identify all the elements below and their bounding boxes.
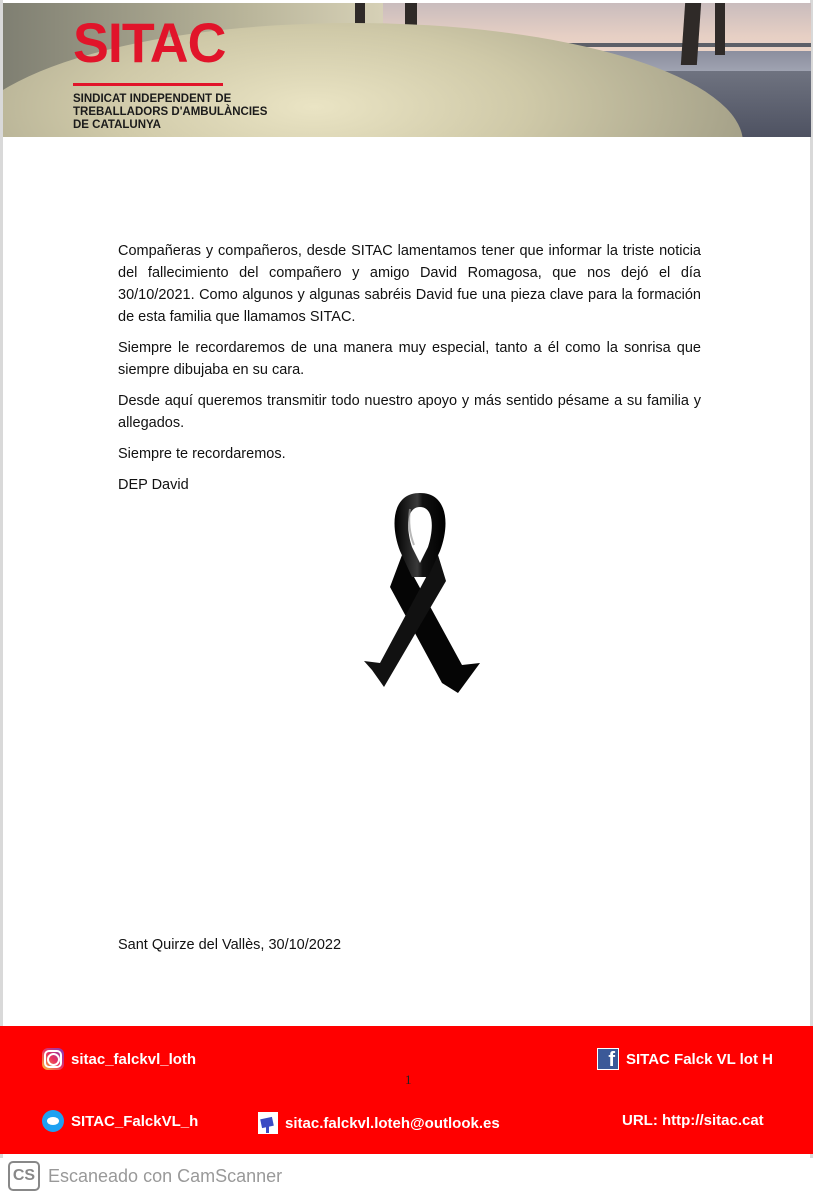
organization-name-line: SINDICAT INDEPENDENT DE	[73, 93, 232, 105]
twitter-handle: SITAC_FalckVL_h	[71, 1112, 199, 1130]
organization-name	[73, 93, 267, 132]
page-edge-left	[0, 0, 3, 1160]
facebook-page: SITAC Falck VL lot H	[626, 1050, 773, 1068]
page-number: 1	[405, 1072, 412, 1087]
letter-paragraph: Siempre te recordaremos.	[118, 446, 286, 462]
banner-palm-trunk	[715, 3, 725, 55]
twitter-contact[interactable]	[42, 1110, 198, 1132]
place-and-date: Sant Quirze del Vallès, 30/10/2022	[118, 937, 342, 953]
facebook-contact[interactable]	[597, 1048, 773, 1070]
letter-body	[118, 240, 701, 505]
letter-paragraph: Compañeras y compañeros, desde SITAC lamentamos tener que informar la triste noticia del fallecimiento del compañero y amigo David Romagosa, que nos dejó el día 30/10/2021. Como algunos y algunas sabréis David fue una pieza clave para la formación de esta familia que llamamos SITAC.	[118, 243, 701, 325]
mail-icon	[258, 1112, 278, 1134]
twitter-icon	[42, 1110, 64, 1132]
instagram-handle: sitac_falckvl_loth	[71, 1050, 197, 1068]
letter-signoff: DEP David	[118, 477, 189, 493]
organization-name-line: DE CATALUNYA	[73, 119, 161, 131]
instagram-contact[interactable]	[42, 1048, 196, 1070]
letter-paragraph: Desde aquí queremos transmitir todo nuestro apoyo y más sentido pésame a su familia y allegados.	[118, 393, 701, 431]
instagram-icon	[42, 1048, 64, 1070]
camscanner-logo: CS	[8, 1161, 40, 1191]
header-banner	[3, 3, 811, 137]
footer-bar	[0, 1026, 813, 1154]
scanner-watermark-text: Escaneado con CamScanner	[48, 1166, 283, 1186]
mourning-ribbon-icon	[350, 485, 490, 700]
logo-underline	[73, 83, 223, 86]
website-link[interactable]	[622, 1112, 764, 1129]
sitac-logo: SITAC	[73, 11, 226, 74]
website-url: URL: http://sitac.cat	[622, 1112, 764, 1129]
email-address: sitac.falckvl.loteh@outlook.es	[285, 1114, 500, 1132]
letter-paragraph: Siempre le recordaremos de una manera muy especial, tanto a él como la sonrisa que siempre dibujaba en su cara.	[118, 340, 701, 378]
facebook-icon	[597, 1048, 619, 1070]
organization-name-line: TREBALLADORS D'AMBULÀNCIES	[73, 106, 268, 118]
email-contact[interactable]	[258, 1112, 500, 1134]
